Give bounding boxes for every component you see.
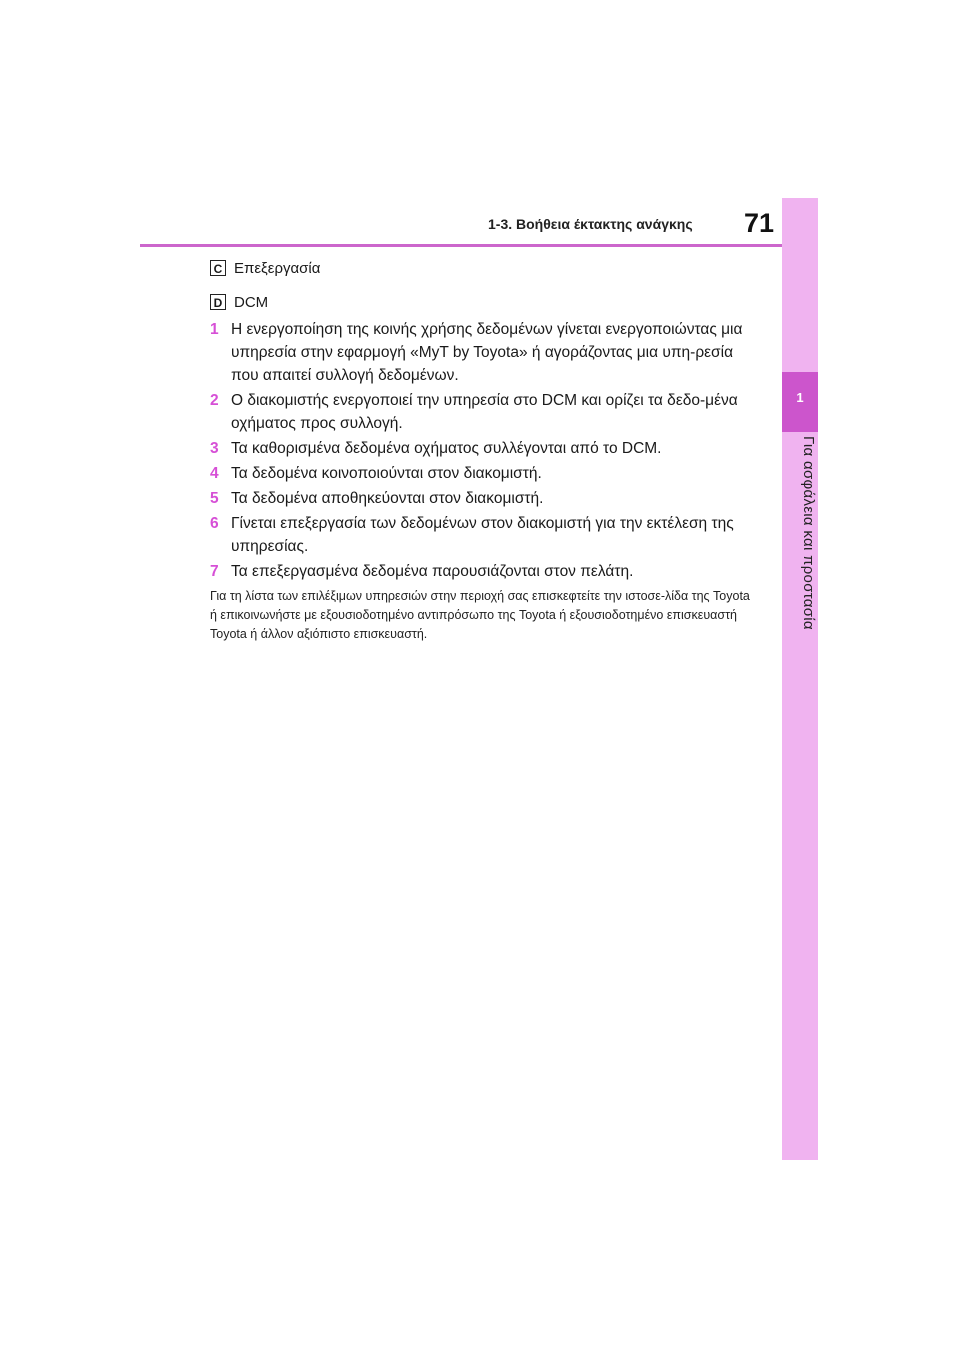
legend-item-c xyxy=(210,258,755,278)
step-5 xyxy=(210,487,755,510)
step-3 xyxy=(210,437,755,460)
step-number: 6 xyxy=(210,515,219,532)
step-text: Τα δεδομένα αποθηκεύονται στον διακομιστή. xyxy=(231,490,544,507)
label-box-c: C xyxy=(210,260,226,276)
header-divider xyxy=(140,244,782,247)
step-number: 1 xyxy=(210,321,219,338)
chapter-number: 1 xyxy=(796,390,804,405)
step-number: 2 xyxy=(210,392,219,409)
step-number: 4 xyxy=(210,465,219,482)
step-1 xyxy=(210,318,755,387)
legend-text-c: Επεξεργασία xyxy=(234,259,321,277)
step-text: Γίνεται επεξεργασία των δεδομένων στον διακομιστή για την εκτέλεση της υπηρεσίας. xyxy=(231,515,734,555)
step-number: 7 xyxy=(210,563,219,580)
note-paragraph: Για τη λίστα των επιλέξιμων υπηρεσιών στην περιοχή σας επισκεφτείτε την ιστοσε-λίδα της Toyota ή επικοινωνήστε με εξουσιοδοτημένο αντιπρόσωπο της Toyota ή εξουσιοδοτημένο επισκευαστή Toyota ή άλλον αξιόπιστο επισκευαστή. xyxy=(210,589,750,641)
step-text: Τα καθορισμένα δεδομένα οχήματος συλλέγονται από το DCM. xyxy=(231,440,662,457)
step-text: Τα επεξεργασμένα δεδομένα παρουσιάζονται στον πελάτη. xyxy=(231,563,634,580)
step-7 xyxy=(210,560,755,583)
section-title: 1-3. Βοήθεια έκτακτης ανάγκης xyxy=(488,216,693,232)
page-number: 71 xyxy=(744,208,775,238)
legend-text-d: DCM xyxy=(234,293,269,311)
step-number: 5 xyxy=(210,490,219,507)
step-text: Ο διακομιστής ενεργοποιεί την υπηρεσία στο DCM και ορίζει τα δεδο-μένα οχήματος προς συλλογή. xyxy=(231,392,738,432)
step-text: Τα δεδομένα κοινοποιούνται στον διακομιστή. xyxy=(231,465,542,482)
label-box-d: D xyxy=(210,294,226,310)
chapter-title: Για ασφάλεια και προστασία xyxy=(800,436,817,630)
page-content xyxy=(210,258,755,644)
legend-item-d xyxy=(210,292,755,312)
step-number: 3 xyxy=(210,440,219,457)
step-2 xyxy=(210,389,755,435)
step-6 xyxy=(210,512,755,558)
step-4 xyxy=(210,462,755,485)
chapter-side-tab xyxy=(782,198,818,1160)
step-text: Η ενεργοποίηση της κοινής χρήσης δεδομένων γίνεται ενεργοποιώντας μια υπηρεσία στην εφαρμογή «MyT by Toyota» ή αγοράζοντας μια υπη-ρεσία που απαιτεί συλλογή δεδομένων. xyxy=(231,321,743,384)
